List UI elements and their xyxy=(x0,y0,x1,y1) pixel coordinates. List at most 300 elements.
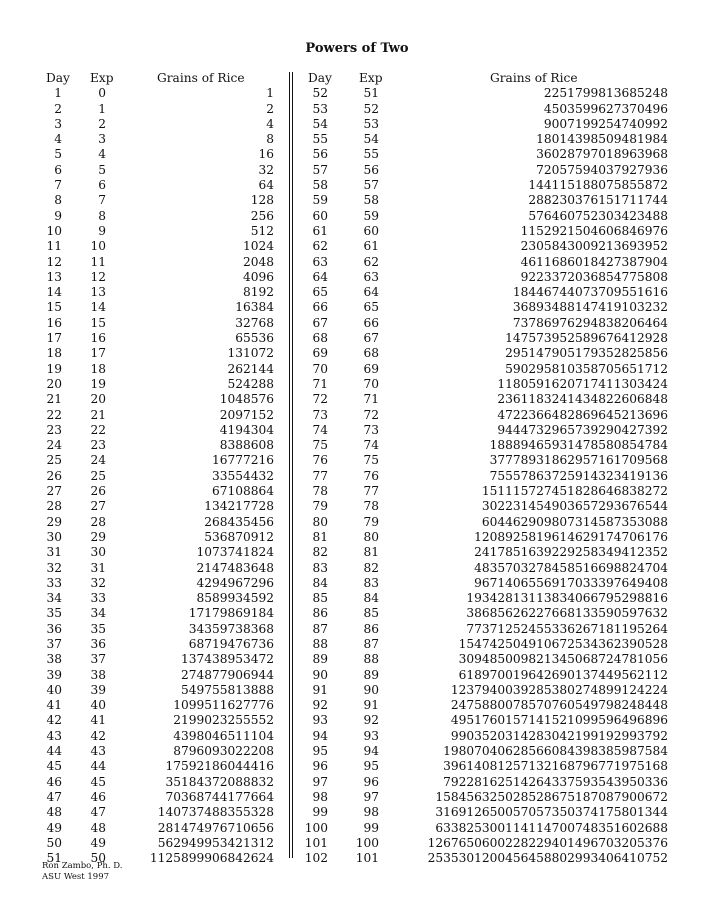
grains-cell: 79228162514264337593543950336 xyxy=(443,774,668,789)
exp-cell: 73 xyxy=(363,422,379,437)
exp-cell: 91 xyxy=(363,698,379,713)
day-cell: 29 xyxy=(46,514,62,529)
grains-cell: 9223372036854775808 xyxy=(520,269,668,284)
day-cell: 4 xyxy=(54,132,62,147)
day-cell: 10 xyxy=(46,223,62,238)
exp-cell: 67 xyxy=(363,331,379,346)
exp-cell: 17 xyxy=(90,346,106,361)
header-row xyxy=(0,71,714,86)
exp-cell: 21 xyxy=(90,407,106,422)
grains-cell: 536870912 xyxy=(204,529,274,544)
grains-cell: 33554432 xyxy=(211,468,274,483)
table-row xyxy=(0,408,714,423)
table-row xyxy=(0,530,714,545)
grains-cell: 2 xyxy=(266,101,274,116)
exp-cell: 63 xyxy=(363,269,379,284)
grains-cell: 77371252455336267181195264 xyxy=(466,621,668,636)
day-cell: 61 xyxy=(312,223,328,238)
exp-cell: 0 xyxy=(98,86,106,101)
grains-cell: 128 xyxy=(250,193,274,208)
exp-cell: 95 xyxy=(363,759,379,774)
day-cell: 24 xyxy=(46,438,62,453)
grains-cell: 8192 xyxy=(242,285,274,300)
author-name: Ron Zambo, Ph. D. xyxy=(42,861,123,871)
grains-cell: 633825300114114700748351602688 xyxy=(435,820,668,835)
table-row xyxy=(0,392,714,407)
grains-cell: 19807040628566084398385987584 xyxy=(443,744,668,759)
grains-cell: 4722366482869645213696 xyxy=(497,407,668,422)
exp-cell: 66 xyxy=(363,315,379,330)
day-cell: 48 xyxy=(46,805,62,820)
day-cell: 52 xyxy=(312,86,328,101)
exp-cell: 90 xyxy=(363,682,379,697)
day-cell: 100 xyxy=(304,820,328,835)
table-row xyxy=(0,836,714,851)
exp-cell: 75 xyxy=(363,453,379,468)
table-row xyxy=(0,193,714,208)
day-cell: 14 xyxy=(46,285,62,300)
day-cell: 74 xyxy=(312,422,328,437)
grains-cell: 1125899906842624 xyxy=(149,851,274,866)
grains-cell: 268435456 xyxy=(204,514,274,529)
day-cell: 15 xyxy=(46,300,62,315)
day-cell: 25 xyxy=(46,453,62,468)
grains-cell: 154742504910672534362390528 xyxy=(458,636,668,651)
exp-cell: 85 xyxy=(363,606,379,621)
grains-cell: 9903520314283042199192993792 xyxy=(450,728,668,743)
day-cell: 50 xyxy=(46,835,62,850)
exp-cell: 1 xyxy=(98,101,106,116)
day-cell: 23 xyxy=(46,422,62,437)
exp-cell: 34 xyxy=(90,606,106,621)
grains-cell: 39614081257132168796771975168 xyxy=(443,759,668,774)
grains-cell: 295147905179352825856 xyxy=(505,346,668,361)
table-row xyxy=(0,652,714,667)
day-cell: 46 xyxy=(46,774,62,789)
exp-cell: 31 xyxy=(90,560,106,575)
table-row xyxy=(0,775,714,790)
day-cell: 82 xyxy=(312,545,328,560)
day-cell: 35 xyxy=(46,606,62,621)
table-row xyxy=(0,331,714,346)
exp-cell: 25 xyxy=(90,468,106,483)
exp-cell: 99 xyxy=(363,820,379,835)
day-cell: 22 xyxy=(46,407,62,422)
exp-cell: 16 xyxy=(90,331,106,346)
table-row xyxy=(0,469,714,484)
exp-cell: 60 xyxy=(363,223,379,238)
exp-cell: 36 xyxy=(90,636,106,651)
grains-cell: 38685626227668133590597632 xyxy=(466,606,668,621)
exp-cell: 82 xyxy=(363,560,379,575)
day-cell: 78 xyxy=(312,484,328,499)
exp-cell: 71 xyxy=(363,392,379,407)
exp-cell: 97 xyxy=(363,789,379,804)
day-cell: 91 xyxy=(312,682,328,697)
grains-cell: 2305843009213693952 xyxy=(520,239,668,254)
exp-cell: 89 xyxy=(363,667,379,682)
grains-cell: 32768 xyxy=(235,315,274,330)
day-cell: 37 xyxy=(46,636,62,651)
exp-cell: 53 xyxy=(363,116,379,131)
day-cell: 34 xyxy=(46,591,62,606)
grains-cell: 2361183241434822606848 xyxy=(497,392,668,407)
grains-cell: 4611686018427387904 xyxy=(520,254,668,269)
grains-cell: 16384 xyxy=(235,300,274,315)
exp-cell: 43 xyxy=(90,744,106,759)
table-row xyxy=(0,790,714,805)
day-header: Day xyxy=(308,71,332,85)
day-cell: 5 xyxy=(54,147,62,162)
day-cell: 1 xyxy=(54,86,62,101)
grains-cell: 17592186044416 xyxy=(165,759,274,774)
grains-cell: 4951760157141521099596496896 xyxy=(450,713,668,728)
day-cell: 45 xyxy=(46,759,62,774)
day-cell: 89 xyxy=(312,652,328,667)
day-cell: 3 xyxy=(54,116,62,131)
exp-cell: 44 xyxy=(90,759,106,774)
day-cell: 92 xyxy=(312,698,328,713)
grains-cell: 158456325028528675187087900672 xyxy=(435,789,668,804)
day-cell: 39 xyxy=(46,667,62,682)
day-cell: 31 xyxy=(46,545,62,560)
day-cell: 57 xyxy=(312,162,328,177)
day-cell: 28 xyxy=(46,499,62,514)
day-cell: 73 xyxy=(312,407,328,422)
table-row xyxy=(0,637,714,652)
table-row xyxy=(0,423,714,438)
grains-cell: 1024 xyxy=(242,239,274,254)
day-cell: 56 xyxy=(312,147,328,162)
exp-cell: 11 xyxy=(90,254,106,269)
table-row xyxy=(0,683,714,698)
day-cell: 98 xyxy=(312,789,328,804)
table-row xyxy=(0,576,714,591)
day-cell: 58 xyxy=(312,178,328,193)
day-cell: 67 xyxy=(312,315,328,330)
day-cell: 54 xyxy=(312,116,328,131)
grains-cell: 2475880078570760549798248448 xyxy=(450,698,668,713)
grains-cell: 72057594037927936 xyxy=(536,162,668,177)
grains-cell: 4294967296 xyxy=(196,575,274,590)
table-row xyxy=(0,209,714,224)
day-cell: 96 xyxy=(312,759,328,774)
grains-cell: 524288 xyxy=(227,376,274,391)
day-cell: 62 xyxy=(312,239,328,254)
table-row xyxy=(0,147,714,162)
table-row xyxy=(0,453,714,468)
day-cell: 11 xyxy=(46,239,62,254)
exp-cell: 48 xyxy=(90,820,106,835)
grains-cell: 288230376151711744 xyxy=(528,193,668,208)
grains-cell: 131072 xyxy=(227,346,274,361)
grains-cell: 1 xyxy=(266,86,274,101)
grains-cell: 9444732965739290427392 xyxy=(497,422,668,437)
grains-cell: 1099511627776 xyxy=(173,698,274,713)
grains-cell: 1237940039285380274899124224 xyxy=(450,682,668,697)
day-cell: 101 xyxy=(304,835,328,850)
page-title: Powers of Two xyxy=(305,41,409,56)
grains-cell: 2251799813685248 xyxy=(543,86,668,101)
day-cell: 88 xyxy=(312,636,328,651)
exp-cell: 46 xyxy=(90,789,106,804)
exp-cell: 6 xyxy=(98,178,106,193)
grains-cell: 1267650600228229401496703205376 xyxy=(427,835,668,850)
grains-cell: 17179869184 xyxy=(188,606,274,621)
table-row xyxy=(0,224,714,239)
exp-cell: 74 xyxy=(363,438,379,453)
exp-cell: 28 xyxy=(90,514,106,529)
day-cell: 19 xyxy=(46,361,62,376)
day-cell: 69 xyxy=(312,346,328,361)
day-cell: 26 xyxy=(46,468,62,483)
grains-cell: 618970019642690137449562112 xyxy=(458,667,668,682)
day-cell: 85 xyxy=(312,591,328,606)
grains-cell: 144115188075855872 xyxy=(528,178,668,193)
exp-cell: 5 xyxy=(98,162,106,177)
day-cell: 94 xyxy=(312,728,328,743)
day-cell: 84 xyxy=(312,575,328,590)
table-row xyxy=(0,729,714,744)
exp-cell: 29 xyxy=(90,529,106,544)
table-row xyxy=(0,132,714,147)
grains-cell: 562949953421312 xyxy=(157,835,274,850)
day-cell: 13 xyxy=(46,269,62,284)
grains-cell: 2535301200456458802993406410752 xyxy=(427,851,668,866)
exp-cell: 87 xyxy=(363,636,379,651)
table-row xyxy=(0,668,714,683)
grains-cell: 590295810358705651712 xyxy=(505,361,668,376)
table-row xyxy=(0,698,714,713)
grains-cell: 8796093022208 xyxy=(173,744,274,759)
grains-cell: 147573952589676412928 xyxy=(505,331,668,346)
exp-cell: 13 xyxy=(90,285,106,300)
day-cell: 60 xyxy=(312,208,328,223)
grains-cell: 302231454903657293676544 xyxy=(481,499,668,514)
exp-cell: 96 xyxy=(363,774,379,789)
day-cell: 80 xyxy=(312,514,328,529)
day-cell: 6 xyxy=(54,162,62,177)
day-cell: 17 xyxy=(46,331,62,346)
day-cell: 20 xyxy=(46,376,62,391)
table-row xyxy=(0,438,714,453)
table-row xyxy=(0,759,714,774)
grains-cell: 151115727451828646838272 xyxy=(481,484,668,499)
day-cell: 93 xyxy=(312,713,328,728)
day-cell: 41 xyxy=(46,698,62,713)
day-cell: 64 xyxy=(312,269,328,284)
grains-cell: 134217728 xyxy=(204,499,274,514)
exp-cell: 78 xyxy=(363,499,379,514)
day-cell: 42 xyxy=(46,713,62,728)
day-cell: 12 xyxy=(46,254,62,269)
exp-cell: 42 xyxy=(90,728,106,743)
grains-cell: 4835703278458516698824704 xyxy=(474,560,668,575)
grains-cell: 309485009821345068724781056 xyxy=(458,652,668,667)
day-header: Day xyxy=(46,71,70,85)
grains-cell: 34359738368 xyxy=(188,621,274,636)
grains-cell: 18446744073709551616 xyxy=(512,285,668,300)
exp-cell: 24 xyxy=(90,453,106,468)
grains-cell: 2199023255552 xyxy=(173,713,274,728)
grains-cell: 32 xyxy=(258,162,274,177)
grains-cell: 2097152 xyxy=(219,407,274,422)
grains-cell: 67108864 xyxy=(211,484,274,499)
grains-cell: 281474976710656 xyxy=(157,820,274,835)
exp-cell: 88 xyxy=(363,652,379,667)
table-row xyxy=(0,270,714,285)
grains-cell: 16 xyxy=(258,147,274,162)
table-row xyxy=(0,805,714,820)
exp-cell: 33 xyxy=(90,591,106,606)
day-cell: 21 xyxy=(46,392,62,407)
day-cell: 33 xyxy=(46,575,62,590)
exp-cell: 37 xyxy=(90,652,106,667)
day-cell: 102 xyxy=(304,851,328,866)
day-cell: 72 xyxy=(312,392,328,407)
table-row xyxy=(0,713,714,728)
exp-cell: 39 xyxy=(90,682,106,697)
exp-cell: 40 xyxy=(90,698,106,713)
day-cell: 99 xyxy=(312,805,328,820)
grains-cell: 4 xyxy=(266,116,274,131)
grains-cell: 8 xyxy=(266,132,274,147)
exp-cell: 55 xyxy=(363,147,379,162)
exp-cell: 69 xyxy=(363,361,379,376)
table-row xyxy=(0,362,714,377)
table-row xyxy=(0,178,714,193)
day-cell: 79 xyxy=(312,499,328,514)
day-cell: 77 xyxy=(312,468,328,483)
day-cell: 32 xyxy=(46,560,62,575)
grains-cell: 19342813113834066795298816 xyxy=(466,591,668,606)
day-cell: 9 xyxy=(54,208,62,223)
exp-cell: 18 xyxy=(90,361,106,376)
grains-header: Grains of Rice xyxy=(157,71,245,85)
exp-cell: 62 xyxy=(363,254,379,269)
table-row xyxy=(0,239,714,254)
grains-cell: 36028797018963968 xyxy=(536,147,668,162)
grains-cell: 1180591620717411303424 xyxy=(497,376,668,391)
grains-cell: 65536 xyxy=(235,331,274,346)
grains-cell: 262144 xyxy=(227,361,274,376)
exp-cell: 8 xyxy=(98,208,106,223)
day-cell: 95 xyxy=(312,744,328,759)
grains-cell: 2048 xyxy=(242,254,274,269)
day-cell: 76 xyxy=(312,453,328,468)
exp-cell: 45 xyxy=(90,774,106,789)
table-row xyxy=(0,316,714,331)
day-cell: 66 xyxy=(312,300,328,315)
grains-cell: 70368744177664 xyxy=(165,789,274,804)
table-row xyxy=(0,821,714,836)
exp-cell: 3 xyxy=(98,132,106,147)
grains-cell: 18014398509481984 xyxy=(536,132,668,147)
exp-cell: 32 xyxy=(90,575,106,590)
table-row xyxy=(0,515,714,530)
author-credit xyxy=(42,861,123,882)
day-cell: 90 xyxy=(312,667,328,682)
exp-cell: 35 xyxy=(90,621,106,636)
table-row xyxy=(0,484,714,499)
table-row xyxy=(0,499,714,514)
exp-cell: 70 xyxy=(363,376,379,391)
exp-cell: 52 xyxy=(363,101,379,116)
grains-cell: 9007199254740992 xyxy=(543,116,668,131)
day-cell: 36 xyxy=(46,621,62,636)
exp-cell: 23 xyxy=(90,438,106,453)
day-cell: 30 xyxy=(46,529,62,544)
exp-cell: 19 xyxy=(90,376,106,391)
grains-cell: 576460752303423488 xyxy=(528,208,668,223)
exp-cell: 59 xyxy=(363,208,379,223)
exp-cell: 94 xyxy=(363,744,379,759)
table-row xyxy=(0,744,714,759)
day-cell: 53 xyxy=(312,101,328,116)
table-row xyxy=(0,300,714,315)
exp-cell: 68 xyxy=(363,346,379,361)
grains-cell: 68719476736 xyxy=(188,636,274,651)
exp-cell: 98 xyxy=(363,805,379,820)
grains-cell: 2147483648 xyxy=(196,560,274,575)
day-cell: 65 xyxy=(312,285,328,300)
right-table xyxy=(0,71,714,866)
day-cell: 87 xyxy=(312,621,328,636)
day-cell: 8 xyxy=(54,193,62,208)
day-cell: 47 xyxy=(46,789,62,804)
exp-cell: 15 xyxy=(90,315,106,330)
exp-header: Exp xyxy=(90,71,114,85)
day-cell: 2 xyxy=(54,101,62,116)
grains-cell: 8589934592 xyxy=(196,591,274,606)
day-cell: 43 xyxy=(46,728,62,743)
exp-cell: 4 xyxy=(98,147,106,162)
grains-cell: 16777216 xyxy=(211,453,274,468)
table-row xyxy=(0,606,714,621)
exp-cell: 51 xyxy=(363,86,379,101)
exp-cell: 56 xyxy=(363,162,379,177)
exp-cell: 54 xyxy=(363,132,379,147)
table-row xyxy=(0,163,714,178)
exp-cell: 26 xyxy=(90,484,106,499)
grains-cell: 4503599627370496 xyxy=(543,101,668,116)
grains-cell: 35184372088832 xyxy=(165,774,274,789)
author-affiliation: ASU West 1997 xyxy=(42,871,110,882)
exp-cell: 49 xyxy=(90,835,106,850)
table-row xyxy=(0,377,714,392)
grains-cell: 604462909807314587353088 xyxy=(481,514,668,529)
exp-cell: 27 xyxy=(90,499,106,514)
exp-cell: 2 xyxy=(98,116,106,131)
grains-cell: 4398046511104 xyxy=(173,728,274,743)
day-cell: 81 xyxy=(312,529,328,544)
day-cell: 7 xyxy=(54,178,62,193)
exp-cell: 80 xyxy=(363,529,379,544)
exp-cell: 65 xyxy=(363,300,379,315)
day-cell: 83 xyxy=(312,560,328,575)
grains-cell: 2417851639229258349412352 xyxy=(474,545,668,560)
exp-cell: 84 xyxy=(363,591,379,606)
table-row xyxy=(0,622,714,637)
exp-cell: 30 xyxy=(90,545,106,560)
exp-cell: 81 xyxy=(363,545,379,560)
grains-cell: 316912650057057350374175801344 xyxy=(435,805,668,820)
table-row xyxy=(0,591,714,606)
exp-cell: 86 xyxy=(363,621,379,636)
grains-cell: 75557863725914323419136 xyxy=(489,468,668,483)
exp-cell: 83 xyxy=(363,575,379,590)
exp-cell: 50 xyxy=(90,851,106,866)
